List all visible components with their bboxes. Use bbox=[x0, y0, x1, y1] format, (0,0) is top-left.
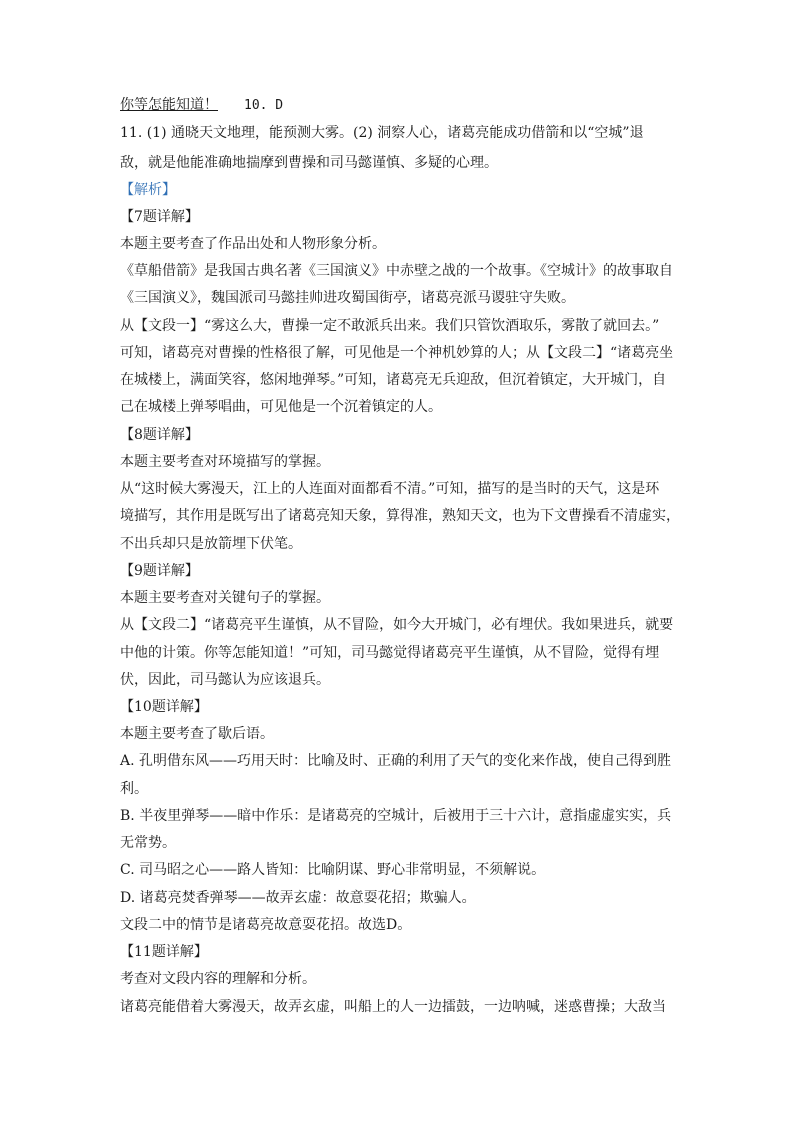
q8-heading: 【8题详解】 bbox=[120, 427, 199, 443]
q11-heading: 【11题详解】 bbox=[120, 944, 208, 960]
answer-11-line-2: 敌，就是他能准确地揣摩到曹操和司马懿谨慎、多疑的心理。 bbox=[120, 155, 498, 171]
q9-line-4: 伏，因此，司马懿认为应该退兵。 bbox=[120, 672, 330, 688]
q7-line-6: 在城楼上，满面笑容，悠闲地弹琴。”可知，诸葛亮无兵迎敌，但沉着镇定，大开城门，自 bbox=[120, 372, 667, 388]
q7-line-4: 从【文段一】“雾这么大，曹操一定不敢派兵出来。我们只管饮酒取乐，雾散了就回去。” bbox=[120, 318, 660, 334]
q8-line-2: 从“这时候大雾漫天，江上的人连面对面都看不清。”可知，描写的是当时的天气，这是环 bbox=[120, 481, 660, 497]
answer-10: 10. D bbox=[244, 98, 284, 113]
q8-line-4: 不出兵却只是放箭埋下伏笔。 bbox=[120, 536, 302, 552]
q10-conclusion: 文段二中的情节是诸葛亮故意耍花招。故选D。 bbox=[120, 917, 412, 933]
answer-9-tail: 你等怎能知道！ bbox=[120, 97, 218, 113]
answer-11-line-1: 11. (1) 通晓天文地理，能预测大雾。(2) 洞察人心，诸葛亮能成功借箭和以“空城”退 bbox=[120, 125, 644, 141]
q7-heading: 【7题详解】 bbox=[120, 209, 199, 225]
q11-line-1: 考查对文段内容的理解和分析。 bbox=[120, 971, 316, 987]
q7-line-3: 《三国演义》，魏国派司马懿挂帅进攻蜀国街亭，诸葛亮派马谡驻守失败。 bbox=[120, 290, 575, 306]
q9-line-1: 本题主要考查对关键句子的掌握。 bbox=[120, 590, 330, 606]
q10-heading: 【10题详解】 bbox=[120, 699, 208, 715]
q9-heading: 【9题详解】 bbox=[120, 563, 199, 579]
q10-option-d: D. 诸葛亮焚香弹琴——故弄玄虚：故意耍花招；欺骗人。 bbox=[120, 890, 476, 906]
q9-line-3: 中他的计策。你等怎能知道！”可知，司马懿觉得诸葛亮平生谨慎，从不冒险，觉得有埋 bbox=[120, 645, 660, 661]
q7-line-2: 《草船借箭》是我国古典名著《三国演义》中赤壁之战的一个故事。《空城计》的故事取自 bbox=[120, 263, 673, 279]
q10-option-c: C. 司马昭之心——路人皆知：比喻阴谋、野心非常明显，不须解说。 bbox=[120, 862, 546, 878]
q7-line-5: 可知，诸葛亮对曹操的性格很了解，可见他是一个神机妙算的人；从【文段二】“诸葛亮坐 bbox=[120, 345, 674, 361]
q8-line-1: 本题主要考查对环境描写的掌握。 bbox=[120, 454, 330, 470]
analysis-heading: 【解析】 bbox=[120, 182, 176, 198]
q10-option-b-2: 无常势。 bbox=[120, 835, 176, 851]
q10-option-b-1: B. 半夜里弹琴——暗中作乐：是诸葛亮的空城计，后被用于三十六计，意指虚虚实实，兵 bbox=[120, 808, 672, 824]
q10-option-a-1: A. 孔明借东风——巧用天时：比喻及时、正确的利用了天气的变化来作战，使自己得到胜 bbox=[120, 753, 672, 769]
answer-line-10 bbox=[120, 96, 680, 115]
q7-line-1: 本题主要考查了作品出处和人物形象分析。 bbox=[120, 236, 386, 252]
q8-line-3: 境描写，其作用是既写出了诸葛亮知天象，算得准，熟知天文，也为下文曹操看不清虚实， bbox=[120, 508, 680, 524]
q11-line-2: 诸葛亮能借着大雾漫天，故弄玄虚，叫船上的人一边擂鼓，一边呐喊，迷惑曹操；大敌当 bbox=[120, 999, 666, 1015]
q10-line-1: 本题主要考查了歇后语。 bbox=[120, 726, 274, 742]
q10-option-a-2: 利。 bbox=[120, 781, 148, 797]
q7-line-7: 己在城楼上弹琴唱曲，可见他是一个沉着镇定的人。 bbox=[120, 399, 442, 415]
q9-line-2: 从【文段二】“诸葛亮平生谨慎，从不冒险，如今大开城门，必有埋伏。我如果进兵，就要 bbox=[120, 617, 674, 633]
